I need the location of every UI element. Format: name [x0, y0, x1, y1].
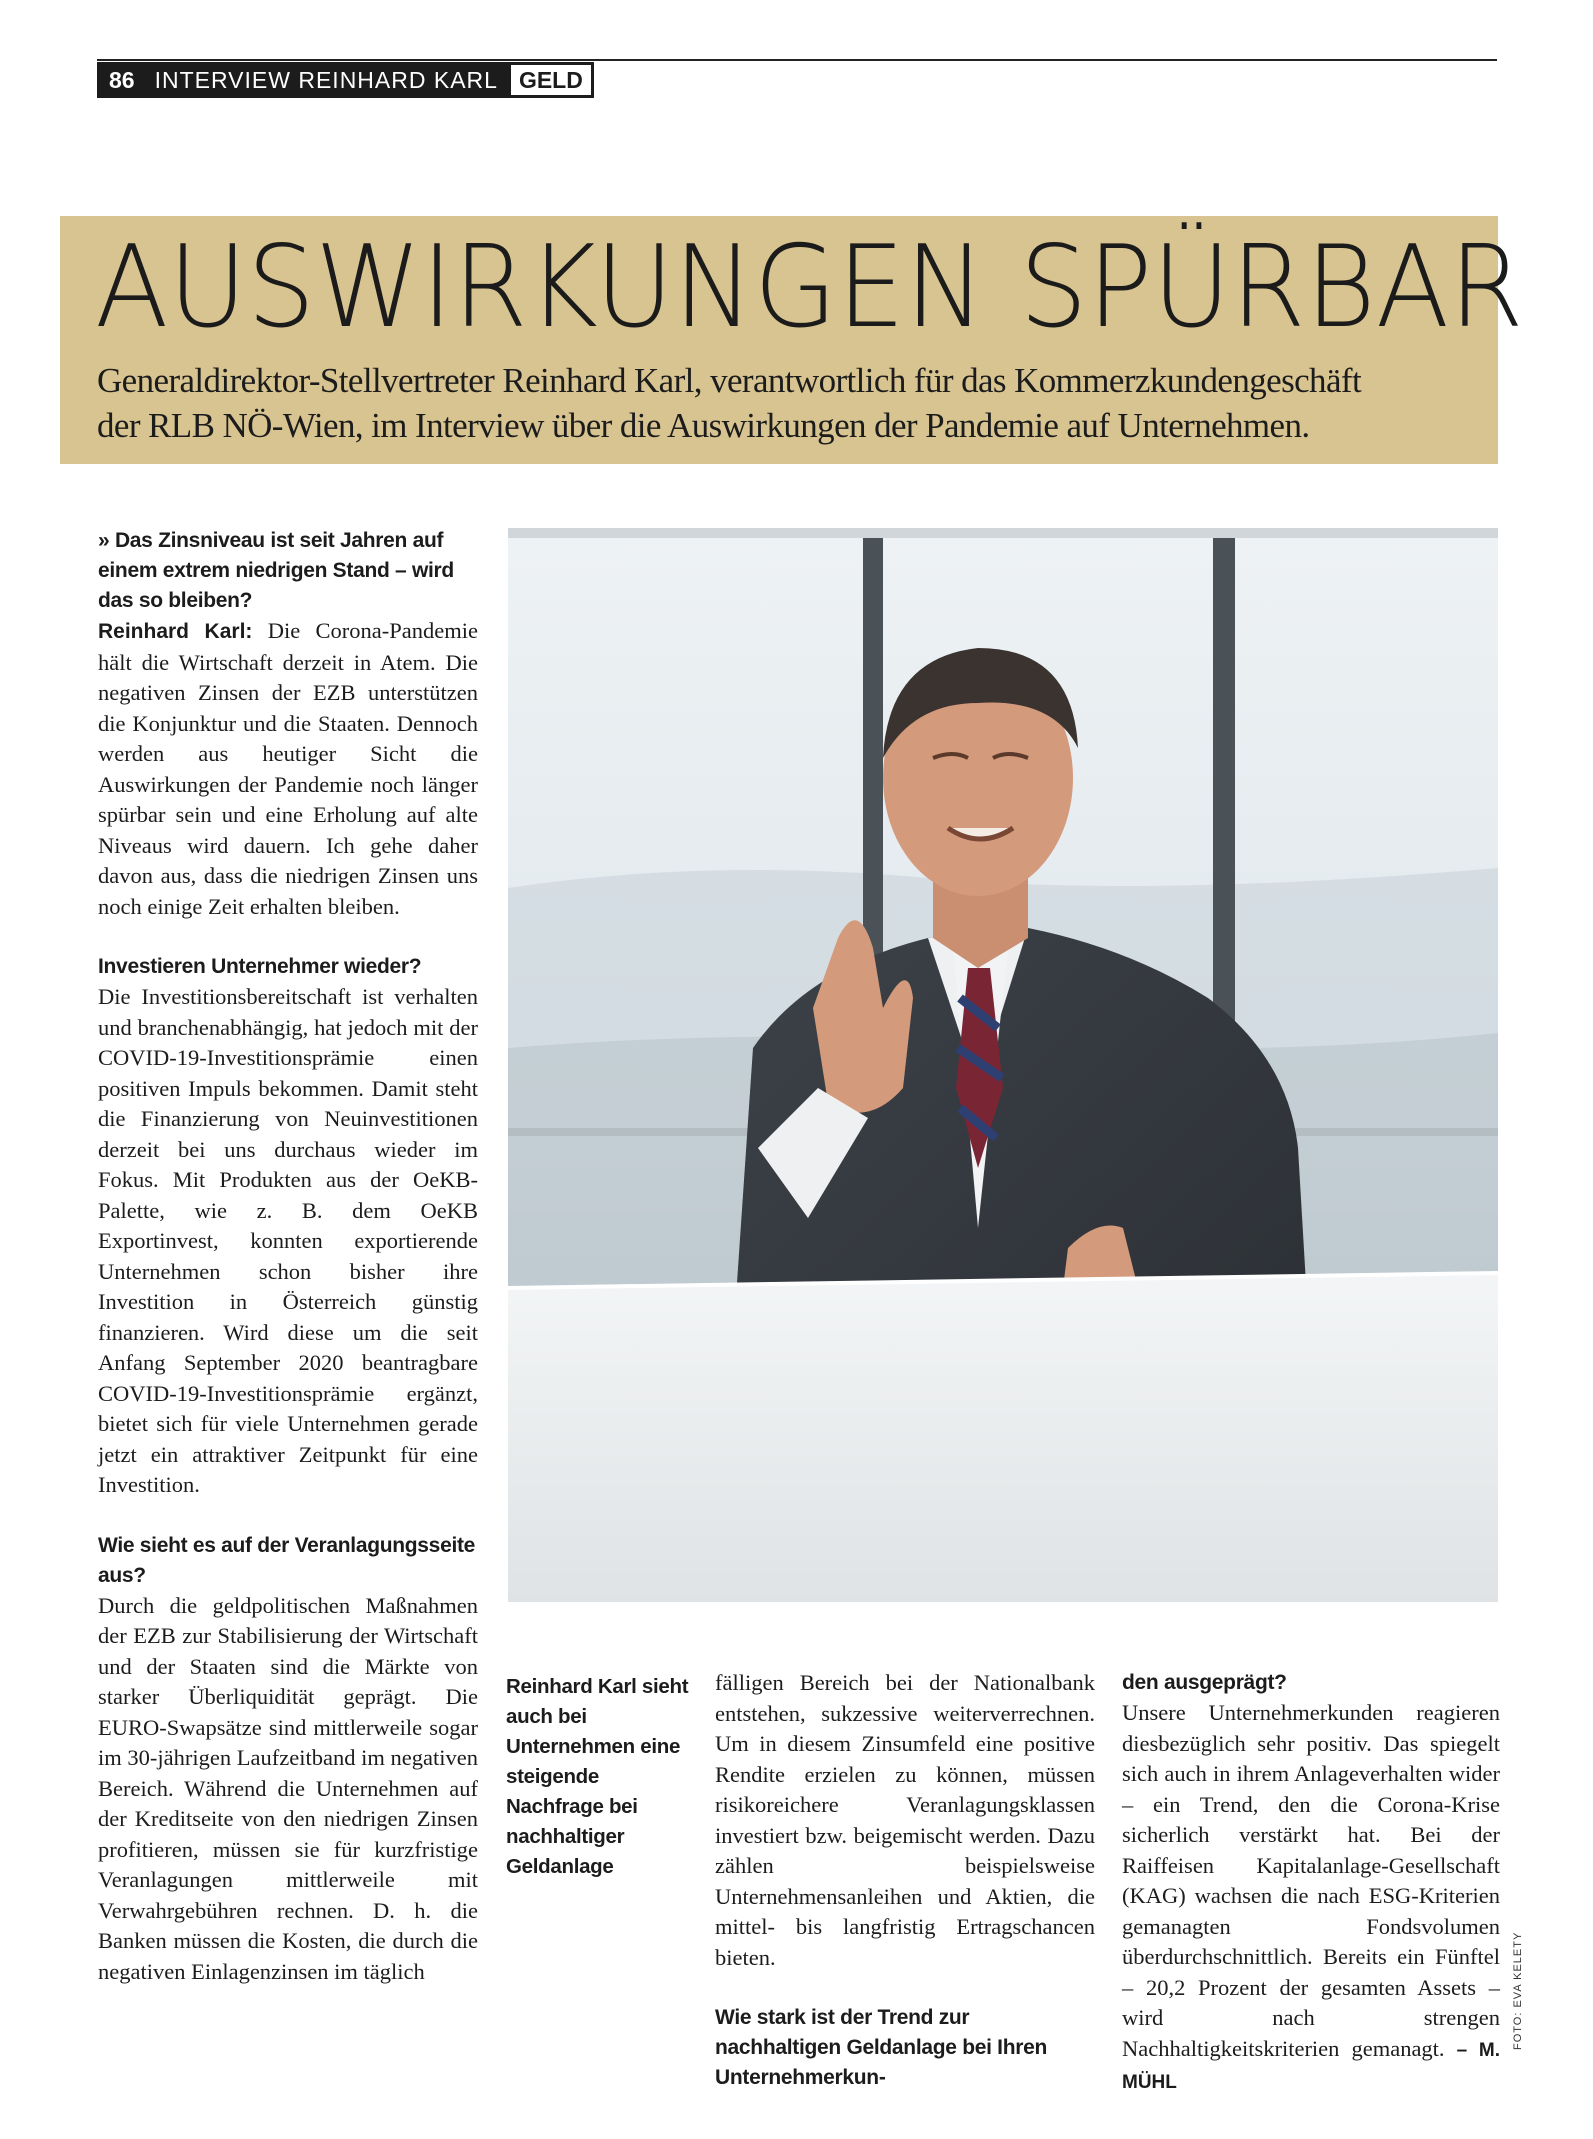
portrait-photo	[508, 528, 1498, 1602]
article-subtitle	[97, 358, 1492, 448]
text-column-1	[98, 526, 478, 1987]
question-4: Wie stark ist der Trend zur nachhaltigen Geldanlage bei Ihren Unternehmerkun-	[715, 2006, 1048, 2089]
question-3: Wie sieht es auf der Veranlagungsseite aus?	[98, 1533, 476, 1587]
answer-2: Die Investitionsbereitschaft ist verhalten und branchenabhängig, hat jedoch mit der COVID-19-Investitionsprämie einen positiven Impuls bekommen. Damit steht die Finanzierung von Neuinvestitionen derzeit bei uns durchaus wieder im Fokus. Mit Produkten aus der OeKB-Palette, wie z. B. dem OeKB Exportinvest, konnten exportierende Unternehmen schon bisher ihre Investition in Österreich günstig finanzieren. Wird diese um die seit Anfang September 2020 beantragbare COVID-19-Investitionsprämie ergänzt, bietet sich für viele Unternehmen gerade jetzt ein attraktiver Zeitpunkt für eine Investition.	[98, 984, 478, 1497]
article-title: AUSWIRKUNGEN SPÜRBAR	[95, 221, 1524, 353]
portrait-illustration	[508, 528, 1498, 1602]
header-rule	[97, 59, 1497, 61]
answer-3-continued: fälligen Bereich bei der Nationalbank entstehen, sukzessive weiterverrechnen. Um in diesem Zinsumfeld eine positive Rendite erzielen zu können, müssen risikoreichere Veranlagungsklassen investiert bzw. beigemischt werden. Dazu zählen beispielsweise Unternehmensanleihen und Aktien, die mittel- bis langfristig Ertragschancen bieten.	[715, 1670, 1095, 1970]
page-header	[97, 62, 594, 98]
photo-credit: FOTO: EVA KELETY	[1512, 1931, 1524, 2050]
text-column-4	[1122, 1668, 1500, 2099]
author-signature: – M. MÜHL	[1122, 2039, 1501, 2093]
answer-4: Unsere Unternehmerkunden reagieren diesbezüglich sehr positiv. Das spiegelt sich auch in ihrem Anlageverhalten wider – ein Trend, den die Corona-Krise sicherlich verstärkt hat. Bei der Raiffeisen Kapitalanlage-Gesellschaft (KAG) wachsen die nach ESG-Kriterien gemanagten Fondsvolumen überdurchschnittlich. Bereits ein Fünftel – 20,2 Prozent der gesamten Assets – wird nach strengen Nachhaltigkeitskriterien gemanagt. – M. MÜHL	[1122, 1700, 1501, 2093]
speaker-label: Reinhard Karl:	[98, 620, 253, 643]
page-number: 86	[109, 66, 135, 93]
category-label: GELD	[511, 65, 591, 95]
quote-marker: »	[98, 529, 110, 552]
question-4-continued: den ausgeprägt?	[1122, 1671, 1287, 1694]
answer-3: Durch die geldpolitischen Maßnahmen der EZB zur Stabilisierung der Wirtschaft und der Staaten sind die Märkte von starker Überliquidität geprägt. Die EURO-Swapsätze sind mittlerweile sogar im 30-jährigen Laufzeitband im negativen Bereich. Während die Unternehmen auf der Kreditseite von den niedrigen Zinsen profitieren, müssen sie für kurzfristige Veranlagungen mittlerweile mit Verwahrgebühren rechnen. D. h. die Banken müssen die Kosten, die durch die negativen Einlagenzinsen im täglich	[98, 1592, 478, 1984]
photo-caption: Reinhard Karl sieht auch bei Unternehmen eine steigende Nachfrage bei nachhaltiger Geldanlage	[506, 1675, 689, 1878]
answer-1: Reinhard Karl: Die Corona-Pandemie hält die Wirtschaft derzeit in Atem. Die negativen Zinsen der EZB unterstützen die Konjunktur und die Staaten. Dennoch werden aus heutiger Sicht die Auswirkungen der Pandemie noch länger spürbar sein und eine Erholung auf alte Niveaus wird dauern. Ich gehe daher davon aus, dass die niedrigen Zinsen uns noch einige Zeit erhalten bleiben.	[98, 618, 478, 919]
question-2: Investieren Unternehmer wieder?	[98, 955, 422, 978]
section-label: INTERVIEW REINHARD KARL	[154, 66, 498, 93]
question-1: » Das Zinsniveau ist seit Jahren auf einem extrem niedrigen Stand – wird das so bleiben?	[98, 529, 454, 612]
subtitle-line-2: der RLB NÖ-Wien, im Interview über die Auswirkungen der Pandemie auf Unternehmen.	[97, 406, 1310, 445]
text-column-3	[715, 1668, 1095, 2093]
subtitle-line-1: Generaldirektor-Stellvertreter Reinhard Karl, verantwortlich für das Kommerzkundengeschäft	[97, 361, 1362, 400]
